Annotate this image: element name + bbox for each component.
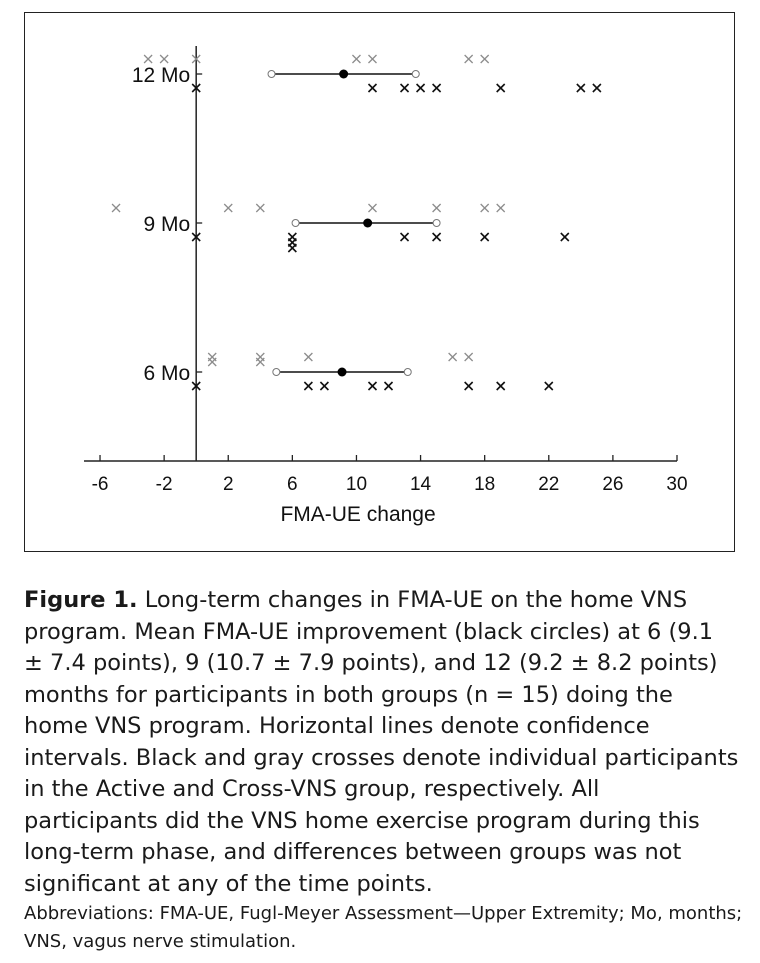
active-participant-marker (417, 84, 425, 92)
category-label: 9 Mo (143, 213, 191, 236)
active-participant-marker (401, 84, 409, 92)
mean-marker (363, 219, 372, 228)
active-participant-marker (497, 382, 505, 390)
cross-participant-marker (368, 55, 376, 63)
ci-lower-endpoint (273, 369, 280, 376)
figure-frame (24, 12, 735, 552)
mean-marker (339, 70, 348, 79)
cross-participant-marker (449, 353, 457, 361)
active-participant-marker (465, 382, 473, 390)
cross-participant-marker (112, 204, 120, 212)
cross-participant-marker (144, 55, 152, 63)
chart (25, 13, 733, 550)
figure-caption (24, 585, 739, 900)
cross-participant-marker (481, 204, 489, 212)
active-participant-marker (401, 233, 409, 241)
cross-participant-marker (465, 353, 473, 361)
cross-participant-marker (352, 55, 360, 63)
x-tick-label: 6 (287, 474, 298, 495)
active-participant-marker (481, 233, 489, 241)
cross-participant-marker (433, 204, 441, 212)
active-participant-marker (368, 382, 376, 390)
x-tick-label: 22 (538, 474, 560, 495)
cross-participant-marker (497, 204, 505, 212)
figure-label: Figure 1. (24, 587, 138, 613)
x-tick-label: 14 (409, 474, 432, 495)
active-participant-marker (433, 84, 441, 92)
mean-marker (338, 368, 347, 377)
active-participant-marker (368, 84, 376, 92)
x-tick-label: 10 (345, 474, 368, 495)
x-axis-label: FMA-UE change (280, 503, 436, 526)
cross-participant-marker (465, 55, 473, 63)
caption-text: Long-term changes in FMA-UE on the home VNS program. Mean FMA-UE improvement (black circles) at 6 (9.1 ± 7.4 points), 9 (10.7 ± 7.9 points), and 12 (9.2 ± 8.2 points) months for participants in both groups (n = 15) doing the home VNS program. Horizontal lines denote confidence intervals. Black and gray crosses denote individual participants in the Active and Cross-VNS group, respectively. All participants did the VNS home exercise program during this long-term phase, and differences between groups was not significant at any of the time points. (24, 587, 739, 897)
ci-upper-endpoint (404, 369, 411, 376)
active-participant-marker (304, 382, 312, 390)
category-label: 6 Mo (143, 362, 191, 385)
x-tick-label: 26 (602, 474, 624, 495)
x-tick-label: -2 (155, 474, 173, 495)
x-tick-label: -6 (91, 474, 109, 495)
cross-participant-marker (481, 55, 489, 63)
active-participant-marker (577, 84, 585, 92)
x-tick-label: 30 (666, 474, 688, 495)
cross-participant-marker (304, 353, 312, 361)
ci-lower-endpoint (292, 220, 299, 227)
active-participant-marker (433, 233, 441, 241)
ci-upper-endpoint (412, 71, 419, 78)
active-participant-marker (561, 233, 569, 241)
active-participant-marker (545, 382, 553, 390)
cross-participant-marker (256, 358, 264, 366)
cross-participant-marker (208, 358, 216, 366)
active-participant-marker (288, 244, 296, 252)
x-tick-label: 18 (474, 474, 496, 495)
active-participant-marker (497, 84, 505, 92)
ci-lower-endpoint (268, 71, 275, 78)
cross-participant-marker (256, 204, 264, 212)
x-tick-label: 2 (222, 474, 234, 495)
ci-upper-endpoint (433, 220, 440, 227)
category-label: 12 Mo (131, 64, 191, 87)
active-participant-marker (385, 382, 393, 390)
active-participant-marker (320, 382, 328, 390)
cross-participant-marker (224, 204, 232, 212)
cross-participant-marker (160, 55, 168, 63)
active-participant-marker (593, 84, 601, 92)
cross-participant-marker (368, 204, 376, 212)
abbreviations-note: Abbreviations: FMA-UE, Fugl-Meyer Assessment—Upper Extremity; Mo, months; VNS, vagus nerve stimulation. (24, 903, 743, 952)
